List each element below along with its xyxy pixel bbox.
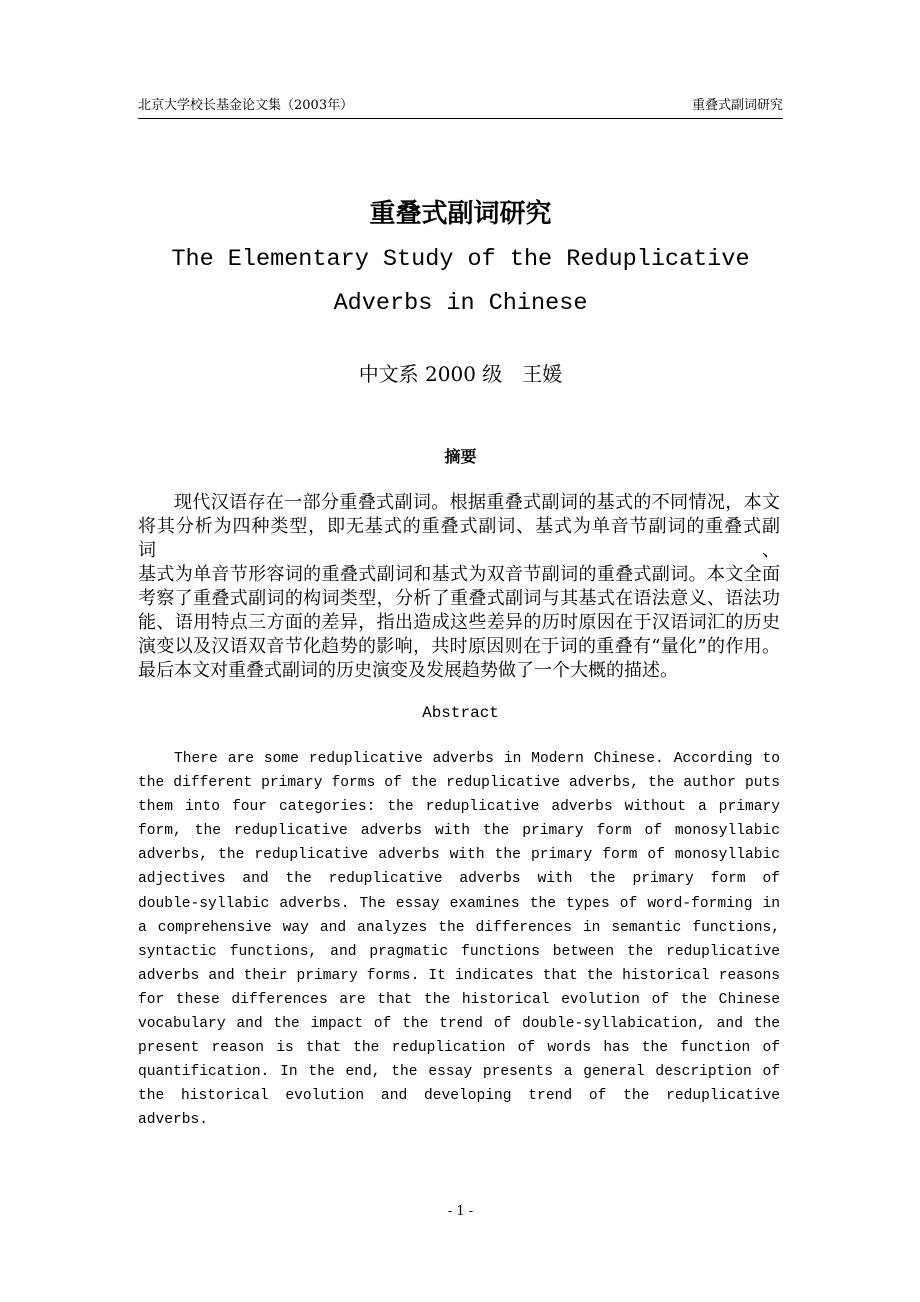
- abstract-en-line: form, the reduplicative adverbs with the primary form of monosyllabic: [138, 823, 780, 840]
- title-english-line-2: Adverbs in Chinese: [333, 290, 588, 317]
- abstract-en-heading: Abstract: [422, 704, 499, 722]
- abstract-zh-line: 能、语用特点三方面的差异，指出造成这些差异的历时原因在于汉语词汇的历史: [138, 612, 780, 633]
- abstract-en-line: adjectives and the reduplicative adverbs with the primary form of: [138, 871, 780, 888]
- page-number: - 1 -: [447, 1203, 474, 1219]
- abstract-en-line: present reason is that the reduplication of words has the function of: [138, 1040, 780, 1057]
- abstract-zh-line: 演变以及汉语双音节化趋势的影响，共时原因则在于词的重叠有“量化”的作用。: [138, 636, 780, 657]
- abstract-en-line: syntactic functions, and pragmatic functions between the reduplicative: [138, 943, 780, 960]
- abstract-en: [138, 747, 780, 1133]
- running-header: [138, 97, 783, 119]
- abstract-en-line: double-syllabic adverbs. The essay examines the types of word-forming in: [138, 895, 780, 912]
- abstract-zh-line: 最后本文对重叠式副词的历史演变及发展趋势做了一个大概的描述。: [138, 660, 678, 681]
- header-left: 北京大学校长基金论文集（2003年）: [138, 98, 354, 113]
- title-chinese: 重叠式副词研究: [369, 199, 552, 229]
- abstract-en-line: the different primary forms of the reduplicative adverbs, the author puts: [138, 775, 780, 792]
- title-english-line-1: The Elementary Study of the Reduplicative: [171, 246, 750, 273]
- abstract-en-line: adverbs and their primary forms. It indicates that the historical reasons: [138, 967, 780, 984]
- abstract-en-line: a comprehensive way and analyzes the differences in semantic functions,: [138, 919, 780, 936]
- abstract-en-line: for these differences are that the historical evolution of the Chinese: [138, 991, 780, 1008]
- abstract-zh-line: 基式为单音节形容词的重叠式副词和基式为双音节副词的重叠式副词。本文全面: [138, 564, 780, 585]
- abstract-en-line: the historical evolution and developing trend of the reduplicative: [138, 1088, 780, 1105]
- abstract-en-line: quantification. In the end, the essay presents a general description of: [138, 1064, 780, 1081]
- abstract-zh-line: 考察了重叠式副词的构词类型，分析了重叠式副词与其基式在语法意义、语法功: [138, 588, 780, 609]
- abstract-zh: [138, 491, 780, 683]
- abstract-en-line: adverbs.: [138, 1112, 209, 1129]
- abstract-en-line: adverbs, the reduplicative adverbs with the primary form of monosyllabic: [138, 847, 780, 864]
- abstract-zh-line: 将其分析为四种类型，即无基式的重叠式副词、基式为单音节副词的重叠式副词、: [138, 516, 780, 561]
- page-column: [138, 97, 783, 1240]
- abstract-en-line: vocabulary and the impact of the trend of double-syllabication, and the: [138, 1016, 780, 1033]
- abstract-en-line: them into four categories: the reduplicative adverbs without a primary: [138, 799, 780, 816]
- header-right: 重叠式副词研究: [691, 98, 783, 113]
- author: 中文系 2000 级 王媛: [358, 362, 563, 386]
- abstract-zh-heading: 摘要: [444, 447, 477, 466]
- abstract-en-line: There are some reduplicative adverbs in Modern Chinese. According to: [174, 751, 780, 767]
- abstract-zh-line: 现代汉语存在一部分重叠式副词。根据重叠式副词的基式的不同情况，本文: [174, 492, 780, 513]
